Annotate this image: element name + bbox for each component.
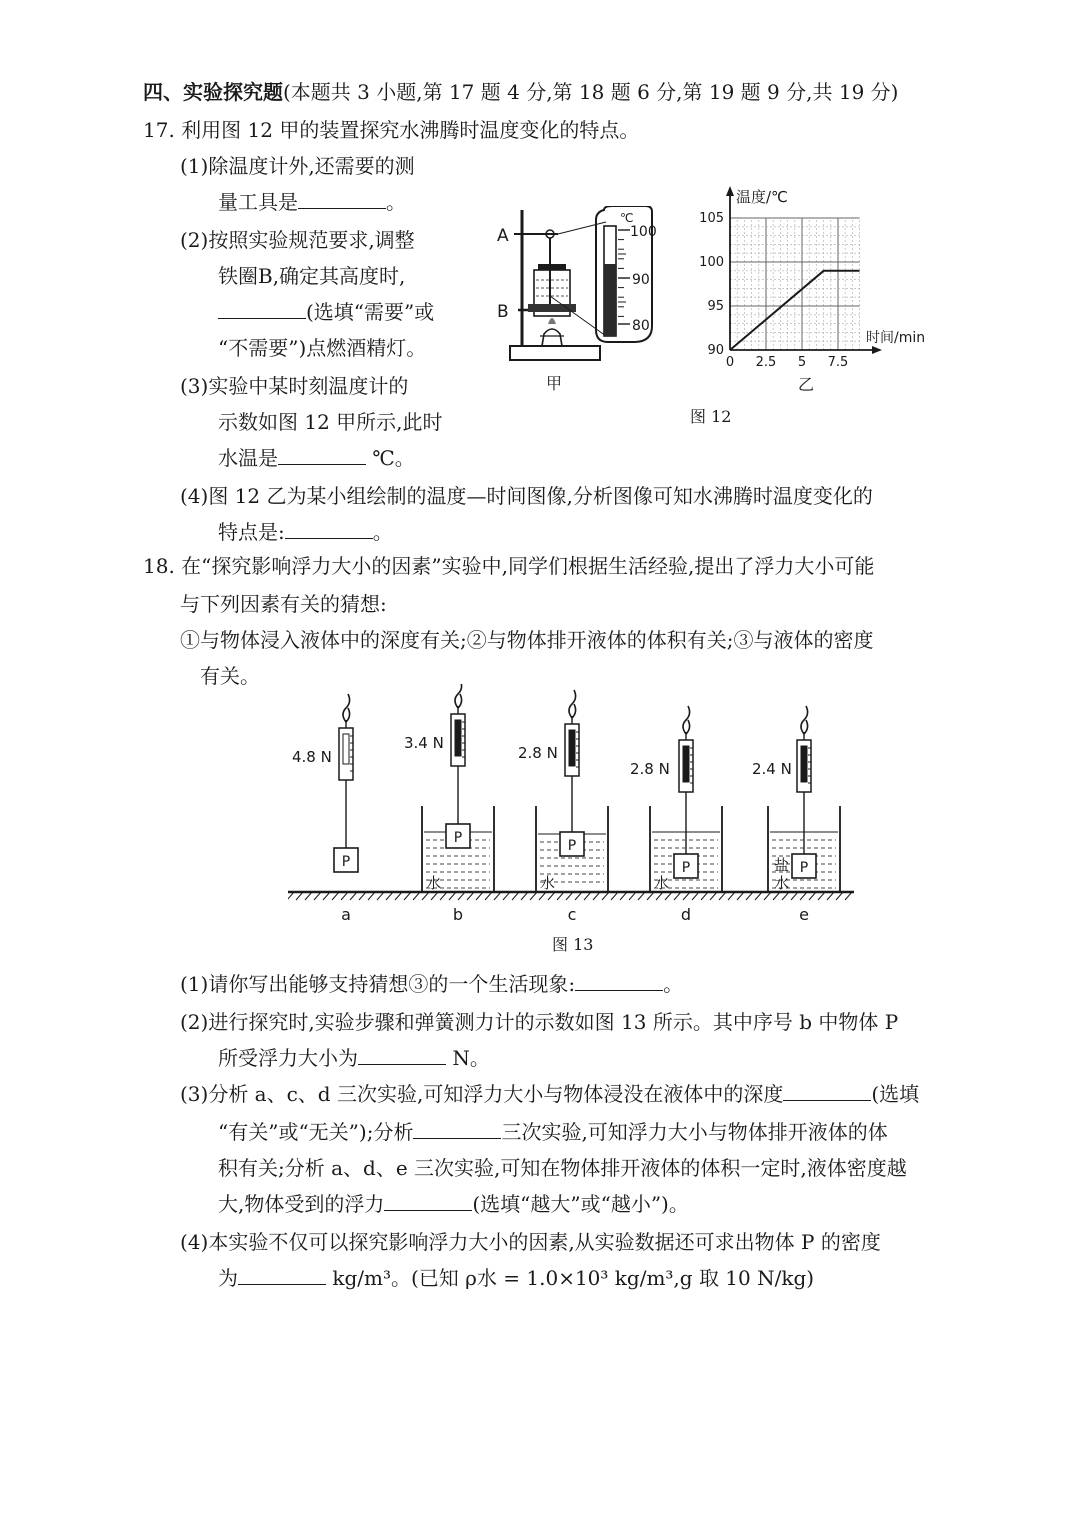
- q18-p3-line3: 积有关;分析 a、d、e 三次实验,可知在物体排开液体的体积一定时,液体密度越: [218, 1156, 907, 1180]
- liquid-label: 水: [654, 874, 670, 892]
- q18-p3-text4: 三次实验,可知浮力大小与物体排开液体的体: [501, 1120, 888, 1144]
- answer-blank[interactable]: [358, 1046, 446, 1065]
- section-heading: [143, 78, 898, 106]
- q17-p3-line1: (3)实验中某时刻温度计的: [180, 374, 409, 398]
- x-tick-label: 0: [725, 355, 735, 370]
- answer-blank[interactable]: [278, 446, 366, 465]
- q18-p3-text6: (选填“越大”或“越小”)。: [472, 1192, 689, 1216]
- label-a: A: [497, 226, 509, 246]
- beaker-lid: [538, 264, 566, 270]
- hand-icon: [569, 690, 576, 718]
- answer-blank[interactable]: [298, 190, 386, 209]
- stand-base: [510, 346, 600, 360]
- object-p-label: P: [799, 860, 809, 876]
- label-b: B: [497, 302, 509, 322]
- answer-blank[interactable]: [384, 1192, 472, 1211]
- q17-p2-line3: [218, 298, 434, 326]
- q18-p3-line2: [218, 1118, 888, 1146]
- y-axis-arrow: [726, 186, 734, 196]
- q17-p4-end: 。: [372, 520, 393, 544]
- section-desc: (本题共 3 小题,第 17 题 4 分,第 18 题 6 分,第 19 题 9 分,共 19 分): [283, 80, 899, 104]
- chart-grid: [730, 218, 860, 350]
- q18-p1-text: (1)请你写出能够支持猜想③的一个生活现象:: [180, 972, 576, 996]
- liquid-label: 水: [540, 874, 556, 892]
- object-p-label: P: [341, 854, 351, 870]
- station-letter: b: [452, 905, 464, 924]
- q18-p2-line2: [218, 1044, 490, 1072]
- x-tick-label: 7.5: [827, 355, 849, 370]
- liquid-label: 水: [774, 874, 790, 892]
- scale-reading: 4.8 N: [292, 748, 332, 766]
- q18-p1-end: 。: [663, 972, 684, 996]
- q18-guess-line1: ①与物体浸入液体中的深度有关;②与物体排开液体的体积有关;③与液体的密度: [180, 628, 874, 652]
- q18-p4-given: kg/m³。(已知 ρ水 = 1.0×10³ kg/m³,g 取 10 N/kg): [332, 1266, 815, 1290]
- object-p-label: P: [567, 838, 577, 854]
- q17-p2-line4: “不需要”)点燃酒精灯。: [218, 336, 427, 360]
- y-tick-label: 95: [707, 299, 724, 314]
- y-tick-label: 100: [699, 255, 724, 270]
- q18-p3-text1: (3)分析 a、c、d 三次实验,可知浮力大小与物体浸没在液体中的深度: [180, 1082, 784, 1106]
- q18-stem-line2: 与下列因素有关的猜想:: [180, 592, 387, 616]
- q17-p3-line2: 示数如图 12 甲所示,此时: [218, 410, 443, 434]
- fig12-chart: [690, 182, 940, 402]
- q18-p2-unit: N。: [452, 1046, 490, 1070]
- scale-reading: 2.8 N: [630, 760, 670, 778]
- fig13: [288, 684, 858, 934]
- fig13-caption: 图 13: [552, 935, 594, 954]
- answer-blank[interactable]: [575, 972, 663, 991]
- object-p-label: P: [681, 860, 691, 876]
- fig12-yi: 乙: [798, 375, 815, 394]
- answer-blank[interactable]: [285, 520, 373, 539]
- liquid-label: 水: [426, 874, 442, 892]
- therm-tick-90: 90: [632, 272, 650, 288]
- q17-p1-end: 。: [386, 190, 406, 214]
- station-letter: a: [341, 905, 351, 924]
- q18-guess-line2: 有关。: [200, 664, 260, 688]
- q17-p1-text: 量工具是: [218, 190, 298, 214]
- answer-blank[interactable]: [413, 1120, 501, 1139]
- scale-reading: 2.8 N: [518, 744, 558, 762]
- q18-p2-line1: (2)进行探究时,实验步骤和弹簧测力计的示数如图 13 所示。其中序号 b 中物体 P: [180, 1010, 899, 1034]
- x-tick-label: 5: [797, 355, 807, 370]
- liquid-label: 盐: [774, 856, 790, 874]
- q18-p2-text: 所受浮力大小为: [218, 1046, 358, 1070]
- q17-p1-line2: [218, 188, 406, 216]
- q18-p1: [180, 970, 683, 998]
- hand-icon: [683, 706, 690, 734]
- q17-p3-line3: [218, 444, 415, 472]
- therm-tick-100: 100: [630, 224, 657, 240]
- x-tick-label: 2.5: [755, 355, 777, 370]
- scale-reading: 2.4 N: [752, 760, 792, 778]
- thermometer-zoom: [590, 206, 660, 346]
- chart-series-line: [730, 271, 860, 350]
- station-c: [518, 690, 608, 924]
- station-b: [404, 684, 494, 924]
- object-p-label: P: [453, 830, 463, 846]
- q18-p3-line4: [218, 1190, 689, 1218]
- station-letter: d: [680, 905, 692, 924]
- x-axis-arrow: [872, 346, 882, 354]
- station-a: [292, 694, 358, 924]
- chart-ylabel: 温度/℃: [736, 188, 788, 206]
- q17-stem: 17. 利用图 12 甲的装置探究水沸腾时温度变化的特点。: [143, 118, 640, 142]
- section-title: 四、实验探究题: [143, 80, 283, 104]
- chart-xlabel: 时间/min: [866, 330, 926, 346]
- q18-p4-line2: [218, 1264, 814, 1292]
- therm-unit: ℃: [620, 211, 634, 225]
- q18-p3-line1: [180, 1080, 919, 1108]
- hand-icon: [343, 694, 350, 722]
- q17-p2-line1: (2)按照实验规范要求,调整: [180, 228, 415, 252]
- q17-p3-text: 水温是: [218, 446, 278, 470]
- q18-p3-text5: 大,物体受到的浮力: [218, 1192, 385, 1216]
- thermometer-mercury: [604, 264, 616, 336]
- hand-icon: [801, 706, 808, 734]
- alcohol-lamp: [542, 329, 562, 346]
- q17-p1-line1: (1)除温度计外,还需要的测: [180, 154, 415, 178]
- q17-p2-text: (选填“需要”或: [306, 300, 435, 324]
- answer-blank[interactable]: [783, 1082, 871, 1101]
- flame: [548, 318, 556, 324]
- station-letter: c: [567, 905, 577, 924]
- station-letter: e: [799, 905, 809, 924]
- q17-p4-text: 特点是:: [218, 520, 285, 544]
- y-tick-label: 105: [699, 211, 724, 226]
- q17-p4-line2: [218, 518, 393, 546]
- q18-p4-text: 为: [218, 1266, 238, 1290]
- fig12-jia: 甲: [546, 374, 563, 393]
- answer-blank[interactable]: [218, 300, 306, 319]
- q17-p2-line2: 铁圈B,确定其高度时,: [218, 264, 406, 288]
- q17-p3-unit: ℃。: [372, 446, 415, 470]
- hand-icon: [455, 684, 462, 708]
- q18-stem-line1: 18. 在“探究影响浮力大小的因素”实验中,同学们根据生活经验,提出了浮力大小可能: [143, 554, 875, 578]
- q18-p3-text3: “有关”或“无关”);分析: [218, 1120, 414, 1144]
- q18-p3-text2: (选填: [871, 1082, 920, 1106]
- y-tick-label: 90: [707, 343, 724, 358]
- therm-tick-80: 80: [632, 318, 650, 334]
- answer-blank[interactable]: [238, 1266, 326, 1285]
- q18-p4-line1: (4)本实验不仅可以探究影响浮力大小的因素,从实验数据还可求出物体 P 的密度: [180, 1230, 881, 1254]
- q17-p4-line1: (4)图 12 乙为某小组绘制的温度—时间图像,分析图像可知水沸腾时温度变化的: [180, 484, 873, 508]
- fig12-caption: 图 12: [690, 407, 732, 426]
- scale-reading: 3.4 N: [404, 734, 444, 752]
